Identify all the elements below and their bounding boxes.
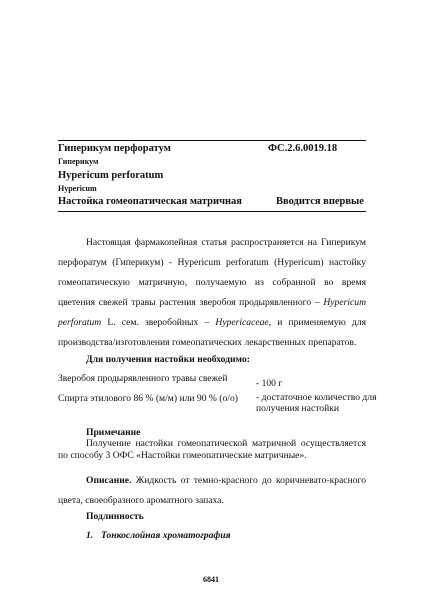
note-heading: Примечание bbox=[86, 427, 141, 438]
status-note: Вводится впервые bbox=[276, 196, 364, 207]
intro-line-4 bbox=[58, 293, 366, 313]
note-line-1: Получение настойки гомеопатической матричной осуществляется bbox=[86, 438, 366, 449]
intro-species-name: perforatum bbox=[58, 317, 102, 328]
intro-line-4-latin: Hypericum bbox=[323, 297, 366, 308]
header-top-rule bbox=[58, 140, 366, 141]
authenticity-heading: Подлинность bbox=[86, 511, 144, 522]
ingredient-ethanol-amount-2: получения настойки bbox=[256, 403, 339, 414]
description-text-1: Жидкость от темно-красного до коричневато-красного bbox=[135, 475, 366, 486]
ingredient-herb-amount: - 100 г bbox=[256, 378, 283, 389]
subtitle-latin: Hypericum bbox=[58, 184, 97, 193]
intro-line-3: гомеопатическую матричную, получаемую из собранной во время bbox=[58, 277, 366, 288]
page-number: 6841 bbox=[203, 575, 219, 584]
intro-line-5 bbox=[58, 313, 366, 333]
requirements-heading: Для получения настойки необходимо: bbox=[86, 354, 250, 365]
title-latin: Hypericum perforatum bbox=[58, 170, 164, 181]
note-line-2: по способу 3 ОФС «Настойки гомеопатические матричные». bbox=[58, 450, 307, 461]
intro-family-text: L. сем. зверобойных – bbox=[107, 317, 210, 328]
header-bottom-rule bbox=[58, 211, 366, 212]
subtitle-russian: Гиперикум bbox=[58, 157, 99, 166]
intro-line-4-text: цветения свежей травы растения зверобоя продырявленного – bbox=[58, 297, 320, 308]
intro-line-1: Настоящая фармакопейная статья распространяется на Гиперикум bbox=[86, 237, 366, 248]
intro-line-2: перфоратум (Гиперикум) - Hypericum perforatum (Hypericum) настойку bbox=[58, 257, 366, 268]
authenticity-item-title: Тонкослойная хроматография bbox=[101, 530, 231, 541]
dosage-form: Настойка гомеопатическая матричная bbox=[58, 196, 242, 207]
ingredient-ethanol: Спирта этилового 86 % (м/м) или 90 % (о/о) bbox=[58, 393, 238, 404]
ingredient-herb: Зверобоя продырявленного травы свежей bbox=[58, 373, 228, 384]
description-line-2: цвета, своеобразного ароматного запаха. bbox=[58, 495, 224, 506]
intro-family-latin: Hypericaceae bbox=[215, 317, 269, 328]
description-label: Описание. bbox=[86, 475, 132, 486]
description-line-1 bbox=[58, 471, 366, 491]
document-code: ФС.2.6.0019.18 bbox=[268, 143, 338, 154]
authenticity-item-number: 1. bbox=[86, 530, 94, 541]
title-russian: Гиперикум перфоратум bbox=[58, 143, 171, 154]
ingredient-ethanol-amount-1: - достаточное количество для bbox=[256, 392, 377, 403]
intro-line-5-end: , и применяемую для bbox=[268, 317, 366, 328]
intro-line-6: производства/изготовления гомеопатических лекарственных препаратов. bbox=[58, 337, 357, 348]
